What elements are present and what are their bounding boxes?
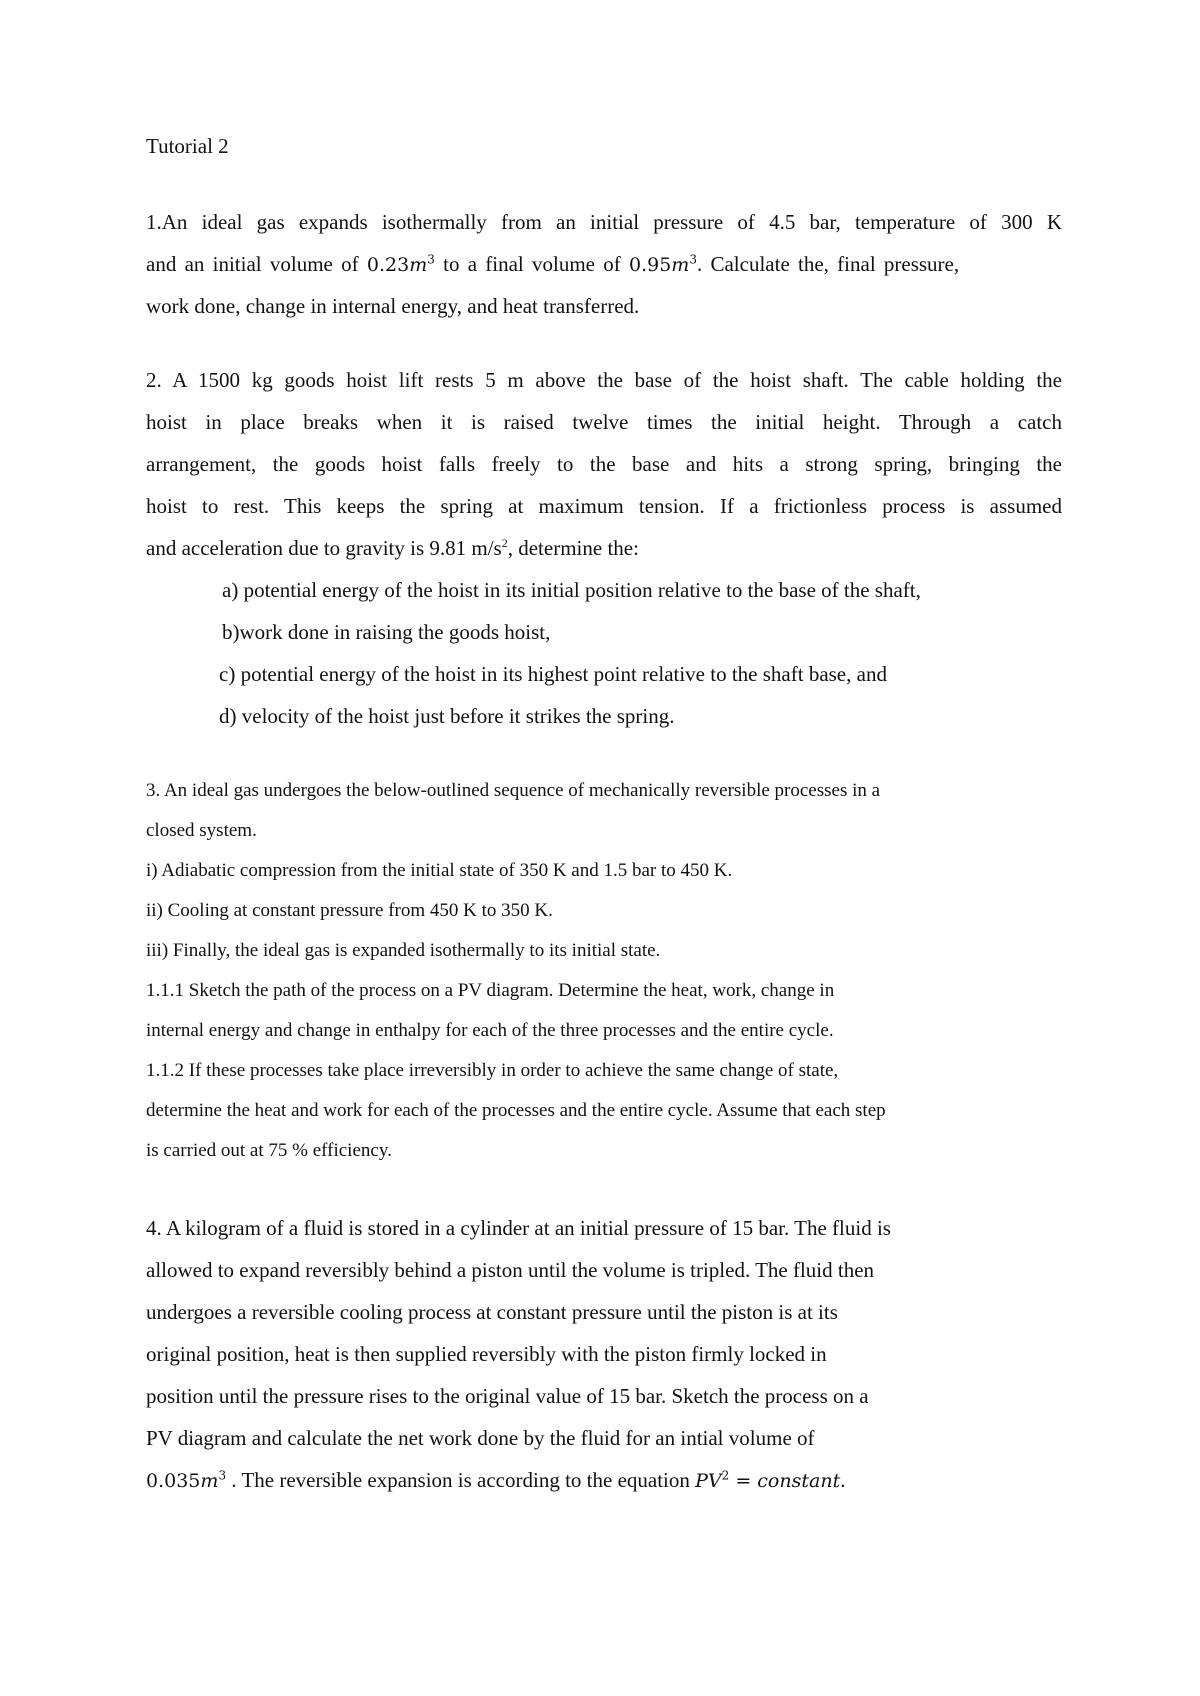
q3-line-6: 1.1.1 Sketch the path of the process on a PV diagram. Determine the heat, work, change in (146, 980, 835, 1001)
q1-text-b: to a final volume of (434, 252, 629, 276)
q1-line-3: work done, change in internal energy, and heat transferred. (146, 294, 640, 318)
q2-line-3: arrangement, the goods hoist falls freely to the base and hits a strong spring, bringing the (146, 452, 1062, 476)
q3-line-5: iii) Finally, the ideal gas is expanded isothermally to its initial state. (146, 940, 661, 961)
q4-line-1: 4. A kilogram of a fluid is stored in a cylinder at an initial pressure of 15 bar. The fluid is (146, 1216, 891, 1240)
q3-line-1: 3. An ideal gas undergoes the below-outlined sequence of mechanically reversible processes in a (146, 780, 881, 801)
q4-line-7: $0.035m^3$ . The reversible expansion is according to the equation $PV^2$ = constant. (146, 1468, 846, 1492)
q4-line-4: original position, heat is then supplied reversibly with the piston firmly locked in (146, 1342, 827, 1366)
q1-final-volume: $0.95m^3$ (628, 252, 697, 276)
q3-line-8: 1.1.2 If these processes take place irreversibly in order to achieve the same change of state, (146, 1060, 839, 1081)
q4-equation: $PV^2$ = constant (695, 1468, 841, 1492)
q1-initial-volume: $0.23m^3$ (366, 252, 435, 276)
q1-line-2 (146, 252, 959, 277)
q2-item-b: b)work done in raising the goods hoist, (222, 620, 551, 644)
q1-text-a: and an initial volume of (146, 252, 367, 276)
q2-line-1: 2. A 1500 kg goods hoist lift rests 5 m above the base of the hoist shaft. The cable holding the (146, 368, 1062, 392)
q2-line-4: hoist to rest. This keeps the spring at maximum tension. If a frictionless process is assumed (146, 494, 1062, 518)
q2-item-a: a) potential energy of the hoist in its initial position relative to the base of the shaft, (222, 578, 921, 602)
q2-item-c: c) potential energy of the hoist in its highest point relative to the shaft base, and (219, 662, 887, 686)
q4-line-3: undergoes a reversible cooling process at constant pressure until the piston is at its (146, 1300, 838, 1324)
q3-line-10: is carried out at 75 % efficiency. (146, 1140, 392, 1161)
q2-item-d: d) velocity of the hoist just before it strikes the spring. (219, 704, 675, 728)
q3-line-3: i) Adiabatic compression from the initial state of 350 K and 1.5 bar to 450 K. (146, 860, 733, 881)
q1-line-1: 1.An ideal gas expands isothermally from an initial pressure of 4.5 bar, temperature of 300 K (146, 210, 1062, 234)
q3-line-9: determine the heat and work for each of the processes and the entire cycle. Assume that each step (146, 1100, 886, 1121)
q4-initial-volume: $0.035m^3$ (146, 1468, 227, 1492)
q2-line-5: and acceleration due to gravity is 9.81 $m/s^2$, determine the: (146, 536, 639, 560)
page-title: Tutorial 2 (146, 134, 229, 158)
q1-text-c: . Calculate the, final pressure, (696, 252, 960, 276)
q3-line-4: ii) Cooling at constant pressure from 450 K to 350 K. (146, 900, 553, 921)
q2-line-2: hoist in place breaks when it is raised twelve times the initial height. Through a catch (146, 410, 1062, 434)
q3-line-2: closed system. (146, 820, 257, 841)
q4-line-6: PV diagram and calculate the net work done by the fluid for an intial volume of (146, 1426, 815, 1450)
q4-line-5: position until the pressure rises to the original value of 15 bar. Sketch the process on a (146, 1384, 869, 1408)
q3-line-7: internal energy and change in enthalpy for each of the three processes and the entire cycle. (146, 1020, 834, 1041)
q4-line-2: allowed to expand reversibly behind a piston until the volume is tripled. The fluid then (146, 1258, 875, 1282)
